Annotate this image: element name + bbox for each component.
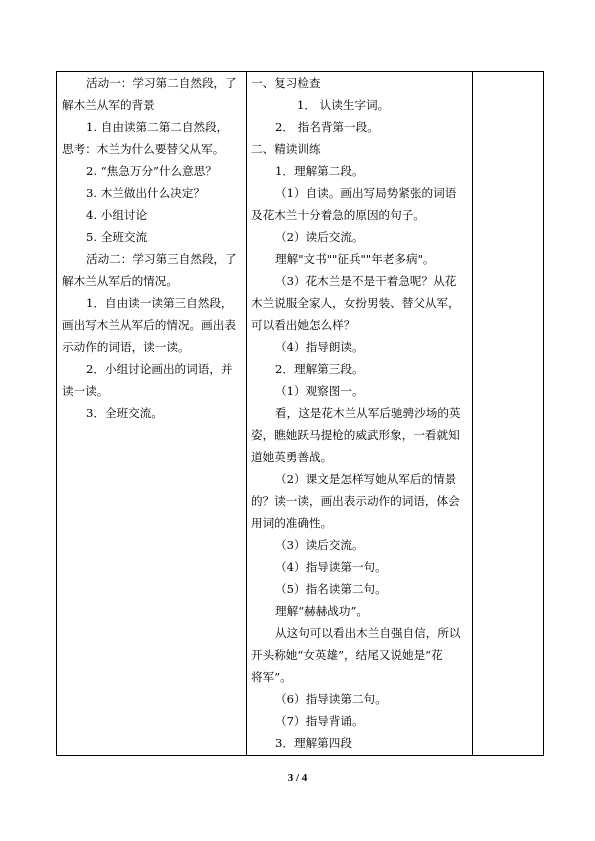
table-border-right — [543, 71, 544, 756]
table-border-bottom — [56, 755, 544, 756]
text-line: 1．理解第二段。 — [275, 164, 364, 178]
text-line: 3. 木兰做出什么决定？ — [86, 186, 206, 200]
text-line: 理解"文书""征兵""年老多病"。 — [275, 252, 435, 266]
column-divider-1 — [246, 71, 247, 756]
text-line: 开头称她“女英雄”，结尾又说她是“花 — [251, 648, 443, 662]
text-line: 解木兰从军后的情况。 — [62, 274, 178, 288]
text-line: 从这句可以看出木兰自强自信，所以 — [275, 626, 461, 640]
column-divider-2 — [472, 71, 473, 756]
text-line: （1）自读。画出写局势紧张的词语 — [275, 186, 457, 200]
left-column-activities — [62, 72, 244, 424]
text-line: 活动一：学习第二自然段，了 — [86, 76, 237, 90]
text-line: （4）指导读第一句。 — [275, 560, 387, 574]
text-line: （4）指导朗读。 — [275, 340, 364, 354]
text-line: 读一读。 — [62, 384, 109, 398]
text-line: 一、复习检查 — [251, 76, 321, 90]
page-number: 3 / 4 — [287, 772, 308, 784]
text-line: 2． 指名背第一段。 — [275, 120, 379, 134]
text-line: 将军”。 — [251, 670, 292, 684]
text-line: 3．理解第四段 — [275, 736, 352, 750]
text-line: （1）观察图一。 — [275, 384, 364, 398]
text-line: 2．小组讨论画出的词语，并 — [86, 362, 233, 376]
text-line: 可以看出她怎么样？ — [251, 318, 356, 332]
text-line: （5）指名读第二句。 — [275, 582, 387, 596]
text-line: 木兰说服全家人，女扮男装、替父从军， — [251, 296, 460, 310]
middle-column-teaching-steps — [251, 72, 471, 754]
text-line: （3）读后交流。 — [275, 538, 364, 552]
text-line: （2）课文是怎样写她从军后的情景 — [275, 472, 457, 486]
text-line: 2．理解第三段。 — [275, 362, 364, 376]
text-line: 及花木兰十分着急的原因的句子。 — [251, 208, 425, 222]
text-line: 5. 全班交流 — [86, 230, 148, 244]
text-line: 3．全班交流。 — [86, 406, 163, 420]
table-border-left — [56, 71, 57, 756]
text-line: 理解“赫赫战功”。 — [275, 604, 369, 618]
text-line: 道她英勇善战。 — [251, 450, 333, 464]
text-line: 用词的准确性。 — [251, 516, 333, 530]
text-line: 的？读一读，画出表示动作的词语，体会 — [251, 494, 460, 508]
text-line: （7）指导背诵。 — [275, 714, 364, 728]
text-line: 看，这是花木兰从军后驰骋沙场的英 — [275, 406, 461, 420]
text-line: （3）花木兰是不是干着急呢？从花 — [275, 274, 457, 288]
text-line: 活动二：学习第三自然段，了 — [86, 252, 237, 266]
text-line: （6）指导读第二句。 — [275, 692, 387, 706]
text-line: 思考：木兰为什么要替父从军。 — [62, 142, 225, 156]
text-line: 二、精读训练 — [251, 142, 321, 156]
text-line: 1． 认读生字词。 — [297, 98, 390, 112]
text-line: （2）读后交流。 — [275, 230, 364, 244]
text-line: 1．自由读一读第三自然段， — [86, 296, 233, 310]
text-line: 姿，瞧她跃马提枪的威武形象，一看就知 — [251, 428, 460, 442]
text-line: 示动作的词语，读一读。 — [62, 340, 190, 354]
text-line: 解木兰从军的背景 — [62, 98, 155, 112]
text-line: 画出写木兰从军后的情况。画出表 — [62, 318, 236, 332]
text-line: 1. 自由读第二第二自然段， — [86, 120, 229, 134]
text-line: 2. “焦急万分”什么意思？ — [86, 164, 217, 178]
text-line: 4. 小组讨论 — [86, 208, 148, 222]
